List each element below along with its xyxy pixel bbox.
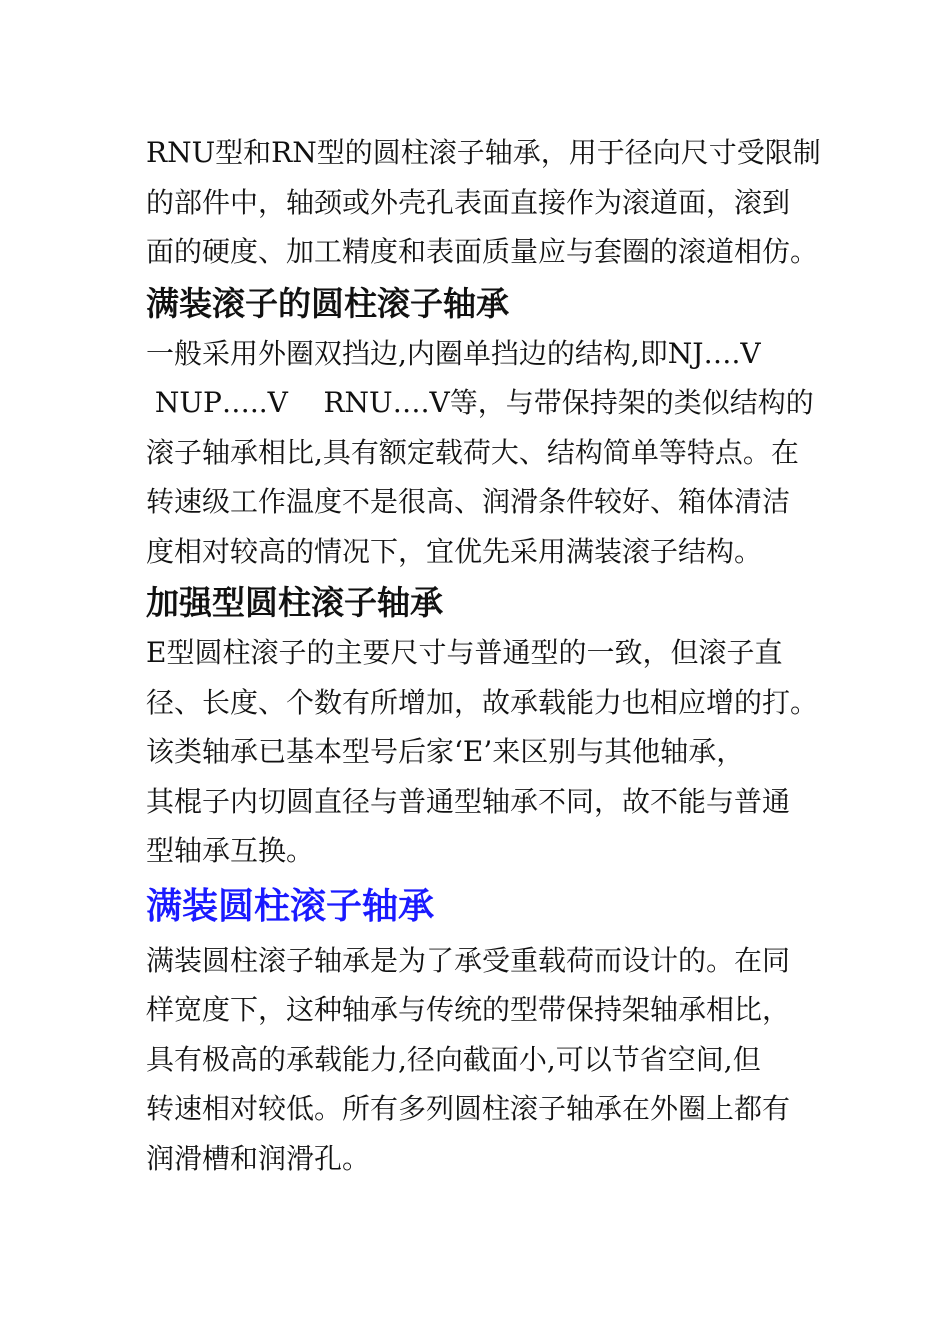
full-complement-cylindrical-paragraph <box>146 936 836 1184</box>
text-line: 满装圆柱滚子轴承是为了承受重载荷而设计的。在同 <box>146 943 791 977</box>
section-heading-full-complement-cylindrical: 满装圆柱滚子轴承 <box>146 885 435 927</box>
full-complement-paragraph <box>146 329 836 577</box>
text-line: E型圆柱滚子的主要尺寸与普通型的一致，但滚子直 <box>146 636 783 669</box>
document-body <box>146 128 836 1183</box>
reinforced-paragraph <box>146 628 836 876</box>
text-line: 面的硬度、加工精度和表面质量应与套圈的滚道相仿。 <box>146 235 819 268</box>
text-line: 该类轴承已基本型号后家‘E’来区别与其他轴承， <box>146 735 745 768</box>
intro-paragraph <box>146 128 836 277</box>
text-line: 样宽度下，这种轴承与传统的型带保持架轴承相比， <box>146 993 791 1026</box>
text-line: 径、长度、个数有所增加，故承载能力也相应增的打。 <box>146 685 819 719</box>
text-line: 其棍子内切圆直径与普通型轴承不同，故不能与普通 <box>146 784 791 818</box>
section-heading-full-complement-roller: 满装滚子的圆柱滚子轴承 <box>146 283 509 323</box>
section-heading-reinforced-roller: 加强型圆柱滚子轴承 <box>146 583 443 622</box>
text-line: 的部件中，轴颈或外壳孔表面直接作为滚道面，滚到 <box>146 185 791 219</box>
text-line: 具有极高的承载能力,径向截面小,可以节省空间,但 <box>146 1042 761 1076</box>
text-line: 型轴承互换。 <box>146 834 315 867</box>
text-line: 度相对较高的情况下，宜优先采用满装滚子结构。 <box>146 534 763 568</box>
text-line: 一般采用外圈双挡边,内圈单挡边的结构,即NJ….V <box>146 336 761 370</box>
text-line: 润滑槽和润滑孔。 <box>146 1141 371 1175</box>
text-line: RNU型和RN型的圆柱滚子轴承，用于径向尺寸受限制 <box>146 136 821 169</box>
text-line: NUP…..V RNU….V等，与带保持架的类似结构的 <box>146 386 814 419</box>
text-line: 转速相对较低。所有多列圆柱滚子轴承在外圈上都有 <box>146 1092 791 1125</box>
text-line: 滚子轴承相比,具有额定载荷大、结构简单等特点。在 <box>146 435 799 469</box>
text-line: 转速级工作温度不是很高、润滑条件较好、箱体清洁 <box>146 485 791 518</box>
